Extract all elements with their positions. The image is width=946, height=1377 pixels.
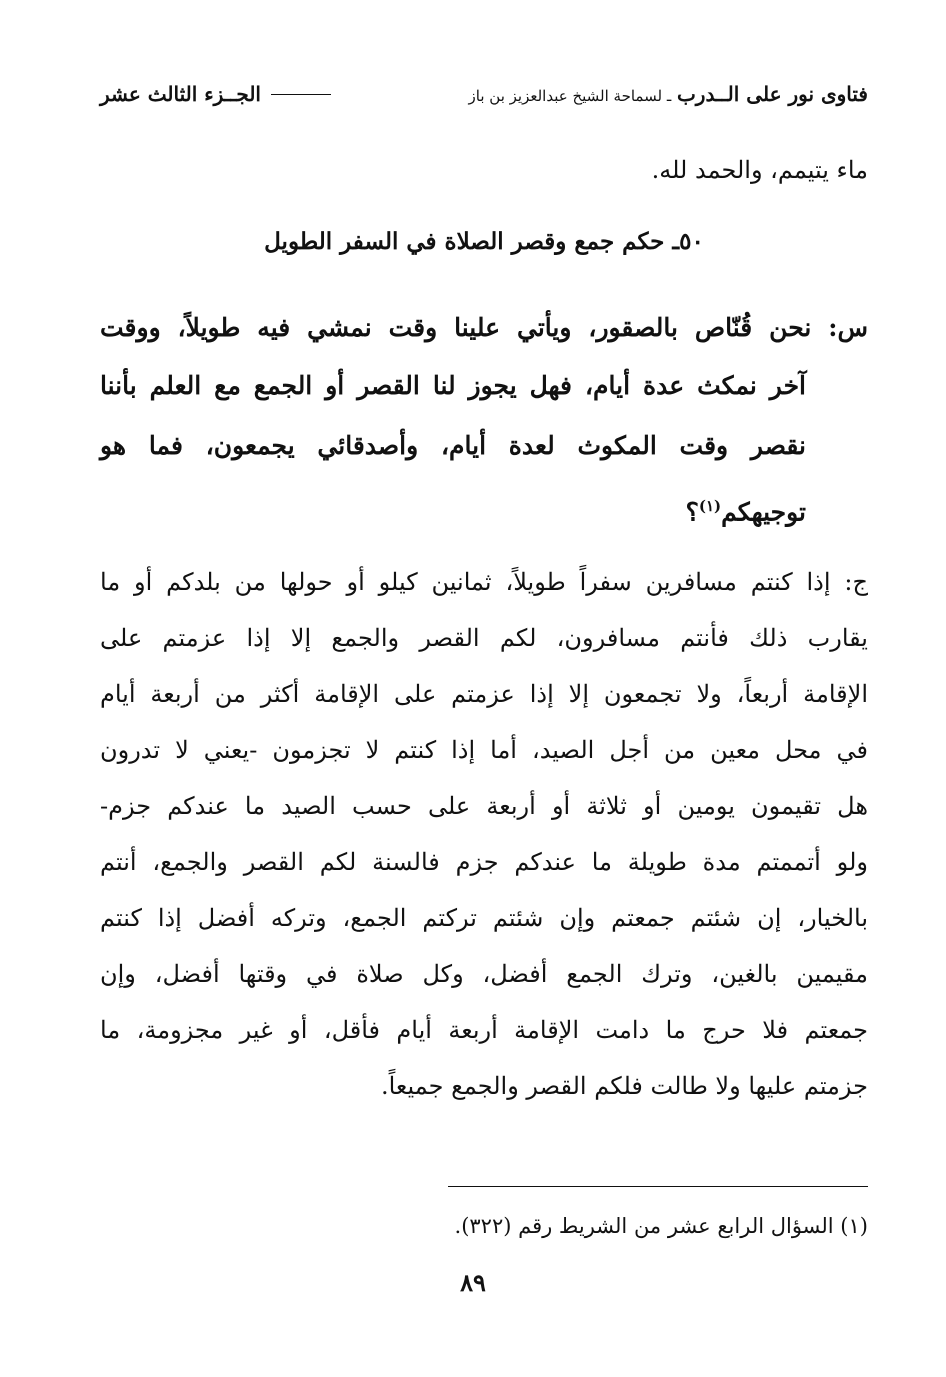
- question-line-4: [100, 486, 806, 532]
- question-line-1: س: نحن قُنّاص بالصقور، ويأتي علينا وقت نمشي فيه طويلاً، ووقت: [100, 313, 868, 342]
- answer-line-9: جمعتم فلا حرج ما دامت الإقامة أربعة أيام فأقل، أو غير مجزومة، ما: [100, 1016, 868, 1044]
- answer-line-10: جزمتم عليها ولا طالت فلكم القصر والجمع جميعاً.: [380, 1072, 868, 1100]
- question-line-2: آخر نمكث عدة أيام، فهل يجوز لنا القصر أو الجمع مع العلم بأننا: [100, 371, 806, 400]
- answer-line-8: مقيمين بالغين، وترك الجمع أفضل، وكل صلاة في وقتها أفضل، وإن: [100, 960, 868, 988]
- header-book-info: [469, 82, 868, 106]
- section-title: ٥٠ـ حكم جمع وقصر الصلاة في السفر الطويل: [264, 228, 704, 255]
- running-header: [100, 78, 868, 110]
- part-title: الجــزء الثالث عشر: [100, 82, 261, 106]
- header-part-info: [100, 82, 337, 106]
- footnote: (١) السؤال الرابع عشر من الشريط رقم (٣٢٢).: [454, 1214, 868, 1238]
- header-divider: [271, 94, 331, 95]
- answer-line-3: الإقامة أربعاً، ولا تجمعون إلا إذا عزمتم على الإقامة أكثر من أربعة أيام: [100, 680, 868, 708]
- answer-line-6: ولو أتممتم مدة طويلة ما عندكم جزم فالسنة لكم القصر والجمع، أنتم: [100, 848, 868, 876]
- author-name: ـ لسماحة الشيخ عبدالعزيز بن باز: [468, 87, 672, 105]
- answer-line-2: يقارب ذلك فأنتم مسافرون، لكم القصر والجمع إلا إذا عزمتم على: [100, 624, 868, 652]
- question-line-3: نقصر وقت المكوث لعدة أيام، وأصدقائي يجمعون، فما هو: [100, 431, 806, 460]
- book-title: فتاوى نور على الــدرب: [676, 82, 868, 106]
- answer-line-4: في محل معين من أجل الصيد، أما إذا كنتم لا تجزمون -يعني لا تدرون: [100, 736, 868, 764]
- answer-line-5: هل تقيمون يومين أو ثلاثة أو أربعة على حسب الصيد ما عندكم جزم-: [100, 792, 868, 820]
- footnote-reference: (١): [698, 497, 722, 515]
- footnote-divider: [448, 1186, 868, 1187]
- question-last-word: توجيهكم: [721, 497, 806, 527]
- answer-line-7: بالخيار، إن شئتم جمعتم وإن شئتم تركتم الجمع، وتركه أفضل إذا كنتم: [100, 904, 869, 932]
- answer-line-1: ج: إذا كنتم مسافرين سفراً طويلاً، ثمانين كيلو أو حولها من بلدكم أو ما: [100, 568, 868, 596]
- continued-text-line: ماء يتيمم، والحمد لله.: [651, 156, 868, 184]
- page-number: ٨٩: [460, 1268, 486, 1297]
- question-mark: ؟: [685, 497, 699, 527]
